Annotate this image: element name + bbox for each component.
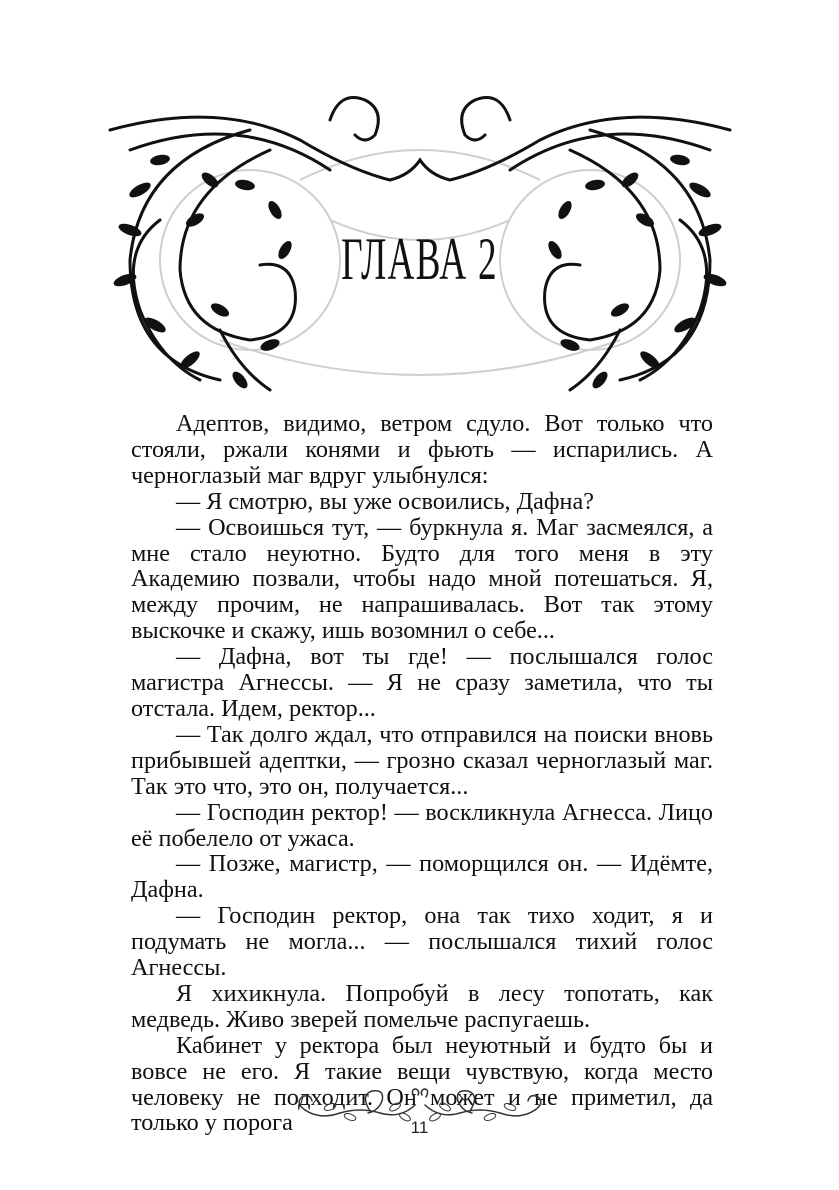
paragraph: Кабинет у ректора был неуютный и будто бы и вовсе не его. Я такие вещи чувствую, когда место человеку не подходит. Он может и не приметил, да только у порога	[131, 1031, 713, 1137]
paragraph: — Господин ректор, она так тихо ходит, я и подумать не могла... — послышался тихий голос Агнессы.	[131, 902, 713, 982]
paragraph: — Так долго ждал, что отправился на поиски вновь прибывшей адептки, — грозно сказал черноглазый маг. Так это что, это он, получается...	[131, 720, 713, 800]
body-text	[131, 411, 713, 1136]
paragraph: — Позже, магистр, — поморщился он. — Идёмте, Дафна.	[131, 850, 713, 904]
page-number: 11	[410, 1118, 429, 1137]
paragraph: — Господин ректор! — воскликнула Агнесса. Лицо её побелело от ужаса.	[131, 798, 713, 852]
chapter-title: ГЛАВА 2	[341, 226, 498, 292]
paragraph: — Я смотрю, вы уже освоились, Дафна?	[176, 487, 594, 515]
paragraph: Я хихикнула. Попробуй в лесу топотать, как медведь. Живо зверей помельче распугаешь.	[131, 979, 713, 1033]
paragraph: — Дафна, вот ты где! — послышался голос магистра Агнессы. — Я не сразу заметила, что ты отстала. Идем, ректор...	[131, 643, 713, 722]
paragraph: Адептов, видимо, ветром сдуло. Вот только что стояли, ржали конями и фьють — испарились. А черноглазый маг вдруг улыбнулся:	[131, 410, 713, 489]
paragraph: — Освоишься тут, — буркнула я. Маг засмеялся, а мне стало неуютно. Будто для того меня в эту Академию позвали, чтобы надо мной потешаться. Я, между прочим, не напрашивалась. Вот так этому выскочке и скажу, ишь возомнил о себе...	[131, 513, 713, 645]
